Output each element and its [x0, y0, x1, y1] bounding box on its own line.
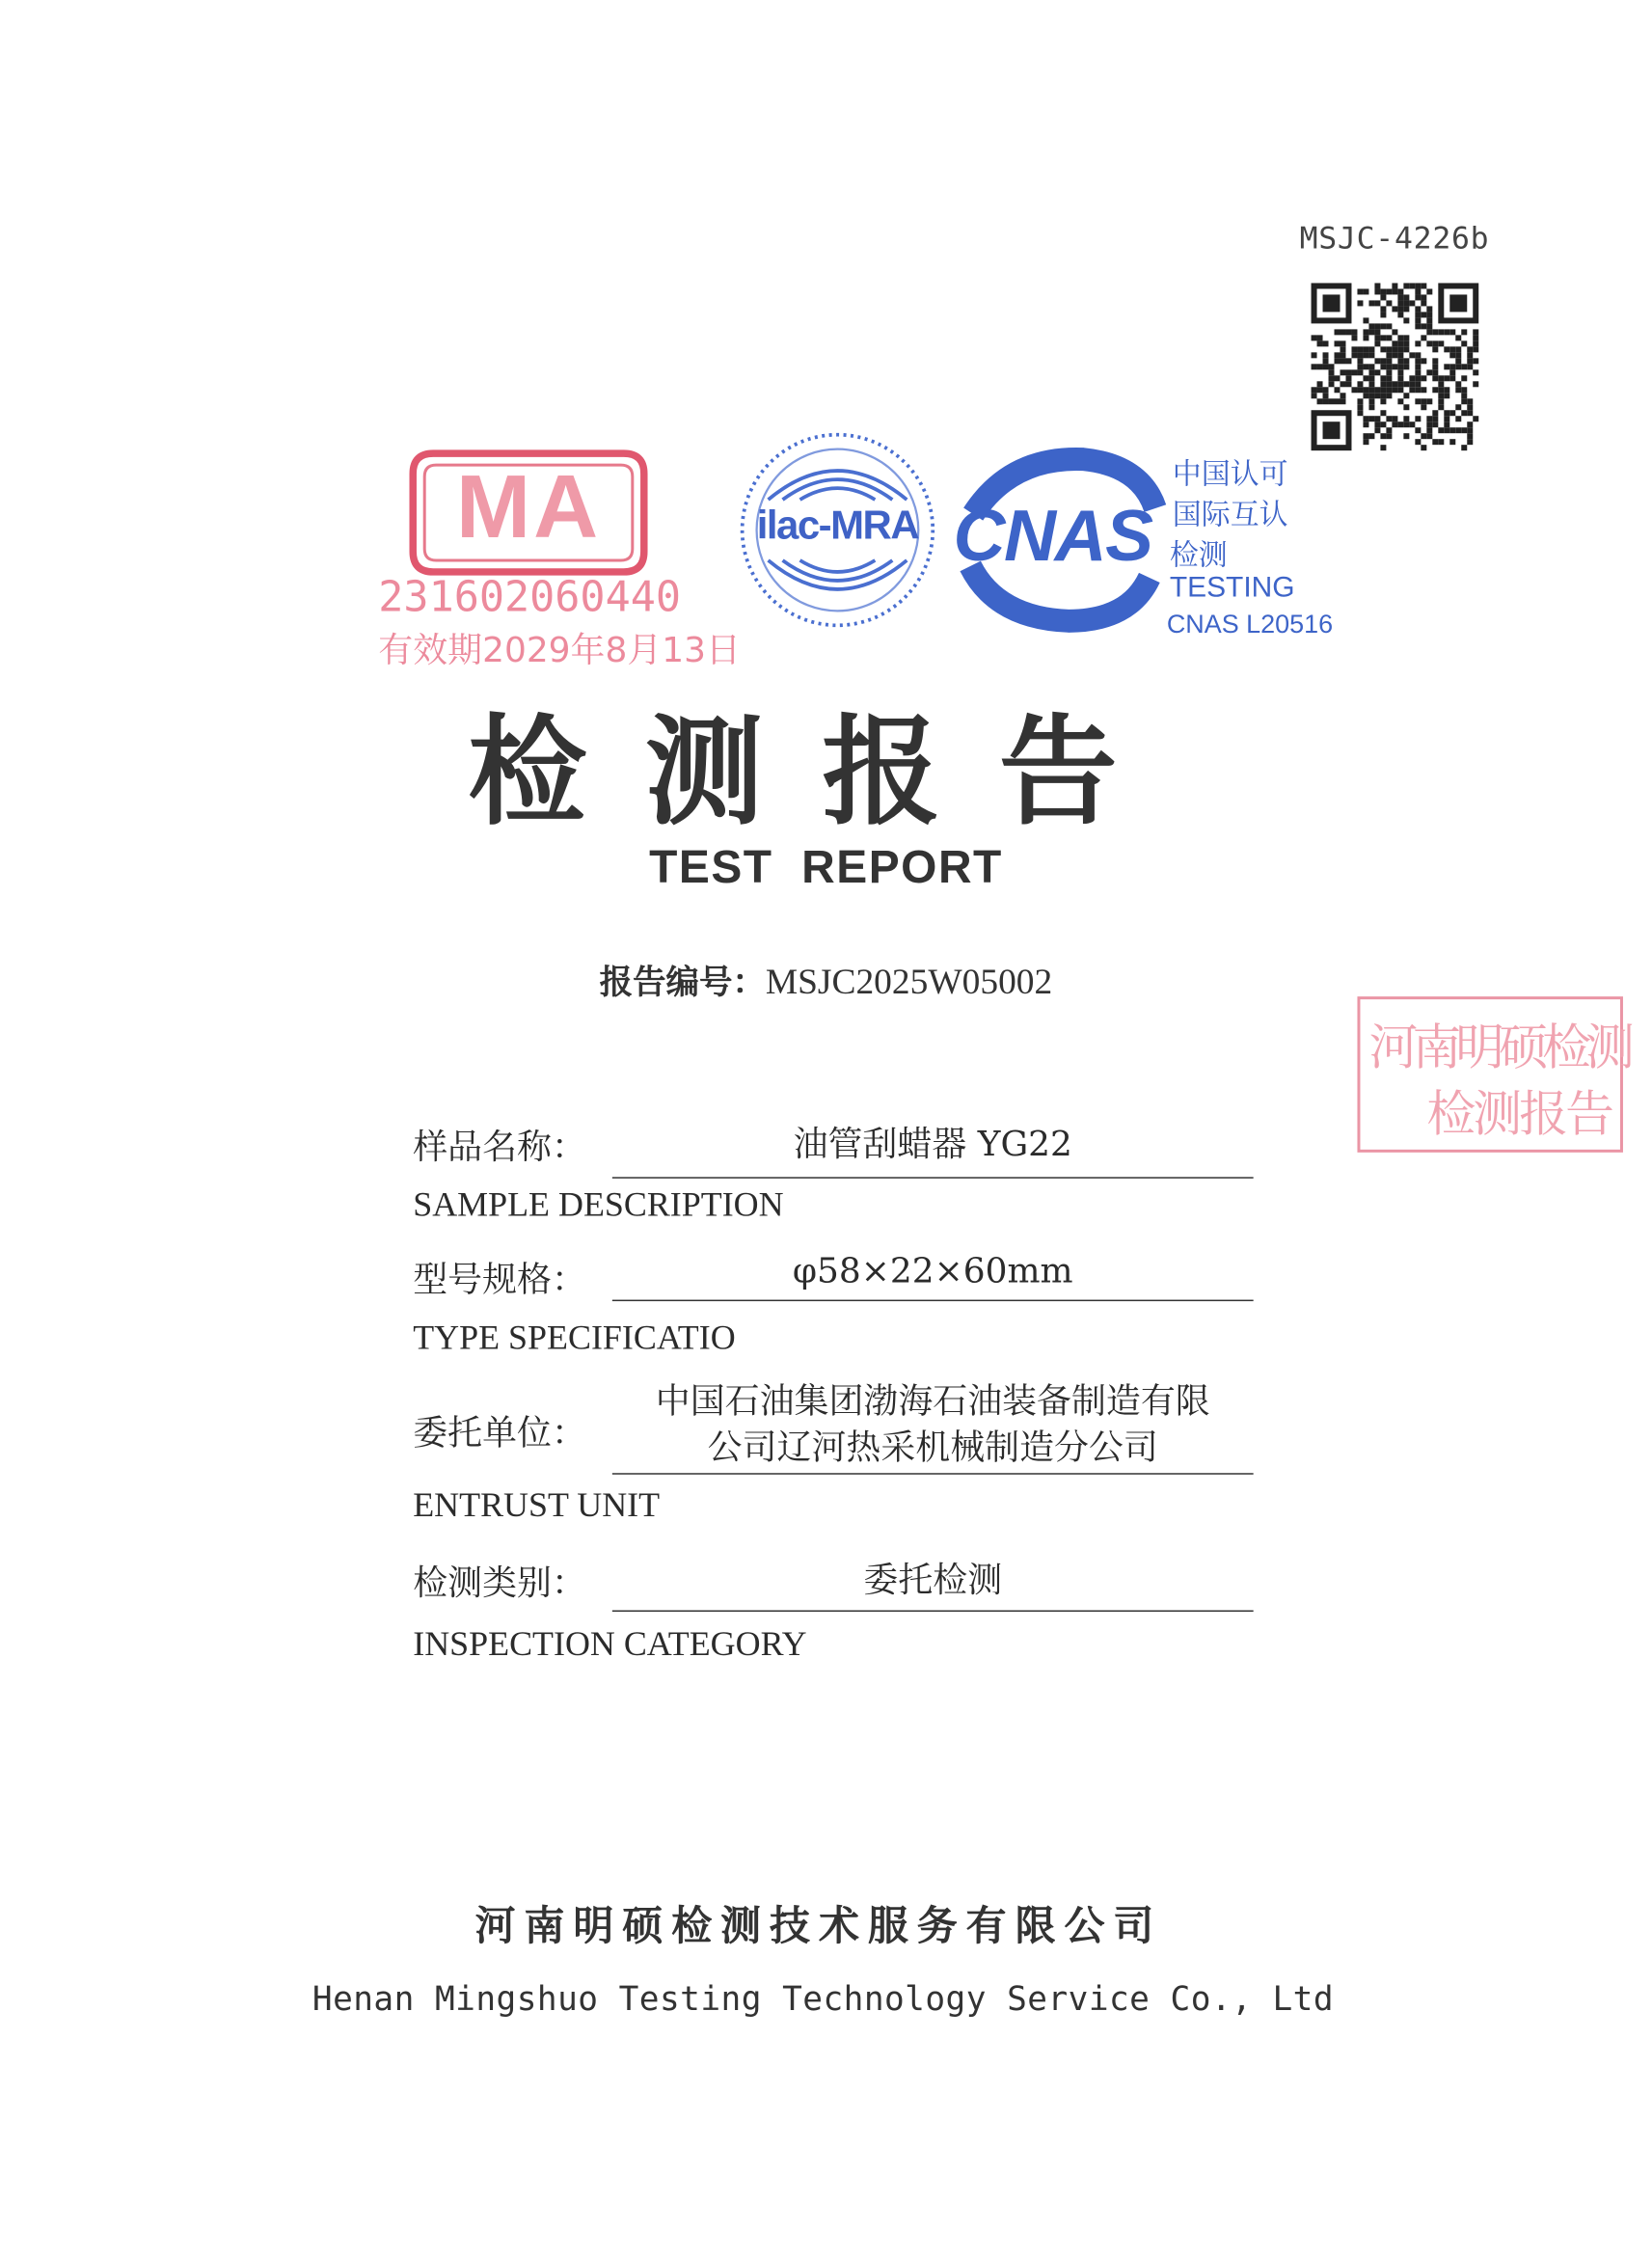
cma-mark-text: MA [455, 457, 602, 557]
type-label-en: TYPE SPECIFICATIO [413, 1319, 736, 1358]
cnas-cn-line-3: 检测 [1169, 536, 1228, 572]
category-label-en: INSPECTION CATEGORY [413, 1625, 807, 1664]
cma-mark [404, 445, 653, 581]
seal-line-1: 河南明硕检测 [1368, 1019, 1629, 1077]
cnas-cn-line-2: 国际互认 [1172, 497, 1288, 532]
report-number-label: 报告编号： [599, 965, 766, 1003]
entrust-label-en: ENTRUST UNIT [413, 1487, 661, 1526]
type-label: 型号规格： [413, 1259, 586, 1300]
entrust-value-line-2: 公司辽河热采机械制造分公司 [707, 1427, 1158, 1468]
category-value: 委托检测 [612, 1551, 1254, 1612]
cnas-mark [938, 450, 1173, 627]
company-name-en: Henan Mingshuo Testing Technology Service Co., Ltd [311, 1981, 1335, 2020]
entrust-value-line-1: 中国石油集团渤海石油装备制造有限 [655, 1380, 1210, 1422]
cnas-cn-line-1: 中国认可 [1172, 456, 1288, 492]
ilac-mra-mark [737, 427, 939, 633]
entrust-value [612, 1377, 1254, 1474]
title-cn: 检 测 报 告 [468, 703, 1126, 842]
cma-validity: 有效期2029年8月13日 [378, 629, 741, 670]
type-value: φ58×22×60mm [612, 1251, 1254, 1301]
cnas-testing-text: TESTING [1169, 571, 1295, 604]
document-code: MSJC-4226b [1299, 221, 1490, 257]
title-en: TEST REPORT [649, 840, 1003, 893]
company-name-cn: 河南明硕检测技术服务有限公司 [474, 1901, 1163, 1950]
entrust-label: 委托单位： [413, 1412, 586, 1454]
ilac-mra-text: ilac-MRA [756, 503, 919, 548]
seal-line-2: 检测报告 [1426, 1085, 1611, 1144]
cnas-number: CNAS L20516 [1166, 609, 1334, 639]
qr-code-icon [1312, 283, 1479, 450]
cma-number: 231602060440 [378, 571, 682, 621]
cnas-mark-text: CNAS [953, 495, 1152, 577]
sample-label-en: SAMPLE DESCRIPTION [413, 1186, 784, 1225]
company-seal [1357, 996, 1629, 1153]
report-number-value: MSJC2025W05002 [765, 963, 1053, 1003]
category-label: 检测类别： [413, 1563, 586, 1604]
sample-value: 油管刮蜡器 YG22 [612, 1115, 1254, 1179]
sample-label: 样品名称： [413, 1126, 586, 1167]
